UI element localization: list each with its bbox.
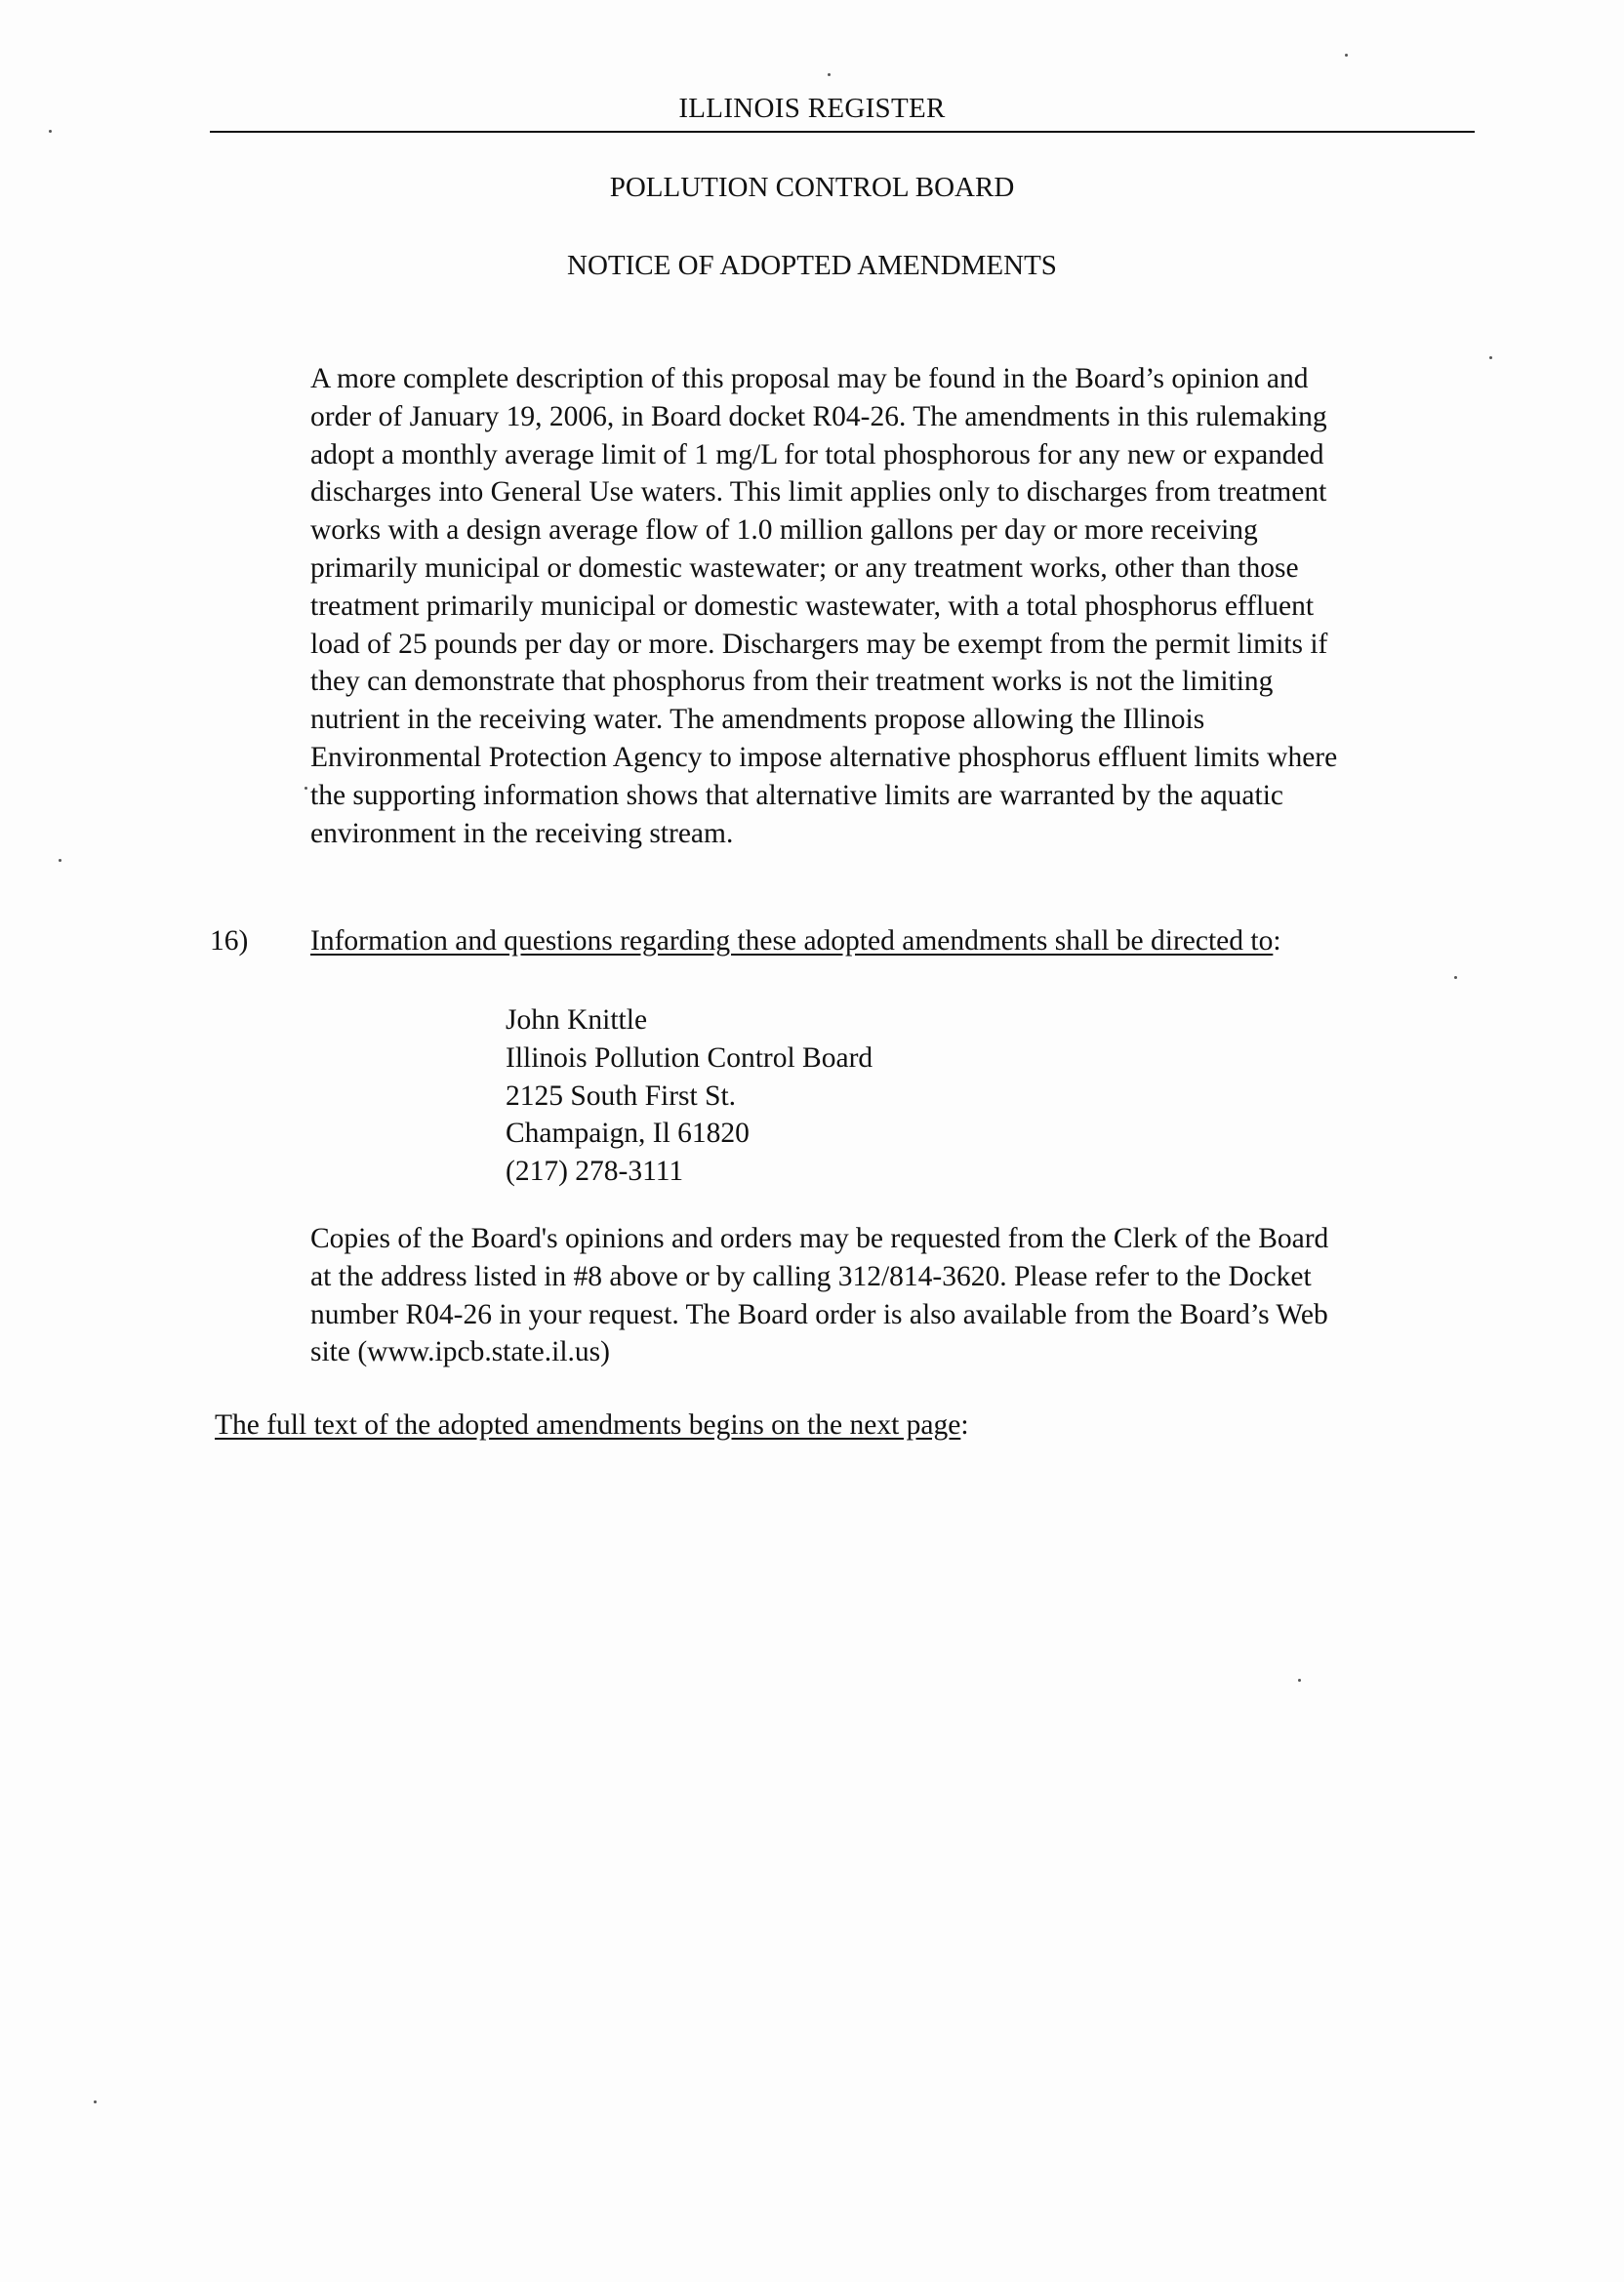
register-title: ILLINOIS REGISTER [678,93,946,124]
board-name: POLLUTION CONTROL BOARD [609,172,1015,203]
description-line: discharges into General Use waters. This limit applies only to discharges from treatment [310,476,1327,509]
description-line: adopt a monthly average limit of 1 mg/L for total phosphorous for any new or expanded [310,438,1324,470]
footer-note-wrap [215,1409,969,1442]
contact-block [506,1001,873,1191]
contact-city: Champaign, Il 61820 [506,1118,750,1150]
description-paragraph [310,360,1482,852]
description-line: the supporting information shows that alternative limits are warranted by the aquatic [310,779,1283,811]
scan-speck [49,130,52,133]
description-line: nutrient in the receiving water. The amendments propose allowing the Illinois [310,704,1205,736]
item-number: 16) [210,925,249,957]
item-heading: Information and questions regarding these adopted amendments shall be directed to [310,925,1274,957]
description-line: treatment primarily municipal or domestic wastewater, with a total phosphorus effluent [310,590,1315,622]
description-line: works with a design average flow of 1.0 million gallons per day or more receiving [310,514,1258,547]
item-heading-wrap [310,925,1281,958]
scan-speck [304,787,307,790]
item-heading-colon: : [1273,925,1281,957]
description-line: load of 25 pounds per day or more. Dischargers may be exempt from the permit limits if [310,628,1328,660]
scan-speck [1298,1679,1301,1682]
scan-speck [828,73,831,76]
copies-paragraph [310,1220,1482,1371]
scan-speck [1345,54,1348,57]
contact-street: 2125 South First St. [506,1080,737,1112]
description-line: primarily municipal or domestic wastewater; or any treatment works, other than those [310,551,1299,584]
contact-phone: (217) 278-3111 [506,1156,684,1188]
description-line: Environmental Protection Agency to impose alternative phosphorus effluent limits where [310,741,1338,773]
copies-line: Copies of the Board's opinions and orders may be requested from the Clerk of the Board [310,1223,1329,1254]
description-line: environment in the receiving stream. [310,817,734,849]
contact-name: John Knittle [506,1004,648,1036]
contact-organization: Illinois Pollution Control Board [506,1041,873,1074]
header-rule [210,131,1475,133]
copies-line: site (www.ipcb.state.il.us) [310,1336,610,1368]
scan-speck [59,859,61,862]
description-line: they can demonstrate that phosphorus from their treatment works is not the limiting [310,666,1274,698]
footer-colon: : [960,1409,969,1441]
scan-speck [1489,356,1492,359]
description-line: order of January 19, 2006, in Board docket R04-26. The amendments in this rulemaking [310,400,1327,432]
notice-title: NOTICE OF ADOPTED AMENDMENTS [567,250,1057,281]
description-line: A more complete description of this proposal may be found in the Board’s opinion and [310,363,1309,394]
copies-line: number R04-26 in your request. The Board order is also available from the Board’s Web [310,1298,1328,1330]
scan-speck [94,2100,97,2103]
copies-line: at the address listed in #8 above or by calling 312/814-3620. Please refer to the Docket [310,1260,1312,1292]
scan-speck [1454,976,1457,979]
footer-note: The full text of the adopted amendments begins on the next page [215,1409,961,1441]
